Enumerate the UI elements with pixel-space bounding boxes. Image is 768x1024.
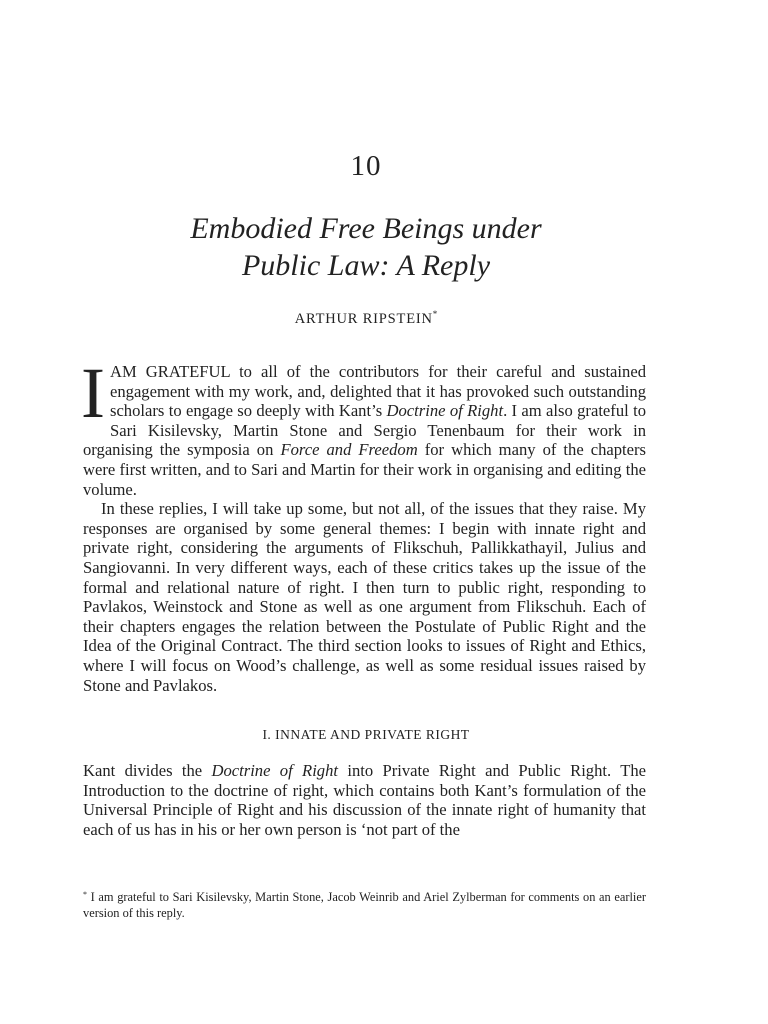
- author-footnote-mark: *: [432, 309, 438, 319]
- section-paragraph-1: [83, 761, 646, 839]
- intro-p1-text-2: . I am also grateful to Sari Kisilevsky, Martin Stone and Sergio Tenenbaum for their work in organising the symposia on: [83, 401, 646, 460]
- section-heading: I. INNATE AND PRIVATE RIGHT: [262, 727, 470, 742]
- chapter-title-line-2: Public Law: A Reply: [241, 249, 491, 282]
- footnote-text: I am grateful to Sari Kisilevsky, Martin Stone, Jacob Weinrib and Ariel Zylberman for comments on an earlier version of this reply.: [83, 890, 646, 920]
- doctrine-of-right-italic: Doctrine of Right: [386, 401, 504, 421]
- intro-text: [81, 353, 647, 695]
- intro-p1-text-1: to all of the contributors for their careful and sustained engagement with my work, and, delighted that it has provoked such outstanding scholars to engage so deeply with Kant’s: [109, 362, 646, 421]
- section-p1-text-2: into Private Right and Public Right. The Introduction to the doctrine of right, which contains both Kant’s formulation of the Universal Principle of Right and his discussion of the innate right of humanity that each of us has in his or her own person is ‘not part of the: [83, 761, 646, 839]
- author-byline: [0, 309, 732, 328]
- section-doctrine-italic: Doctrine of Right: [211, 761, 339, 780]
- footnote-mark: *: [83, 890, 87, 899]
- intro-paragraph-1: [81, 353, 647, 499]
- section-p1-text-1: Kant divides the: [83, 761, 212, 780]
- drop-cap: I: [81, 353, 105, 433]
- force-and-freedom-italic: Force and Freedom: [280, 440, 418, 460]
- opening-small-caps: AM GRATEFUL: [109, 362, 230, 381]
- footnote: [83, 887, 646, 921]
- chapter-title-line-1: Embodied Free Beings under: [190, 212, 542, 245]
- section-text: [83, 761, 646, 839]
- author-name: ARTHUR RIPSTEIN: [294, 311, 433, 327]
- intro-paragraph-2: In these replies, I will take up some, but not all, of the issues that they raise. My responses are organised by some general themes: I begin with innate right and private right, considering the arguments of Flikschuh, Pallikkathayil, Julius and Sangiovanni. In very different ways, each of these critics takes up the issue of the formal and relational nature of right. I then turn to public right, responding to Pavlakos, Weinstock and Stone as well as one argument from Flikschuh. Each of their chapters engages the relation between the Postulate of Public Right and the Idea of the Original Contract. The third section looks to issues of Right and Ethics, where I will focus on Wood’s challenge, as well as some residual issues raised by Stone and Pavlakos.: [83, 499, 646, 695]
- chapter-number: 10: [350, 150, 382, 182]
- intro-p1-text-3: for which many of the chapters were first written, and to Sari and Martin for their work in organising and editing the volume.: [83, 440, 647, 499]
- chapter-title: [0, 210, 732, 284]
